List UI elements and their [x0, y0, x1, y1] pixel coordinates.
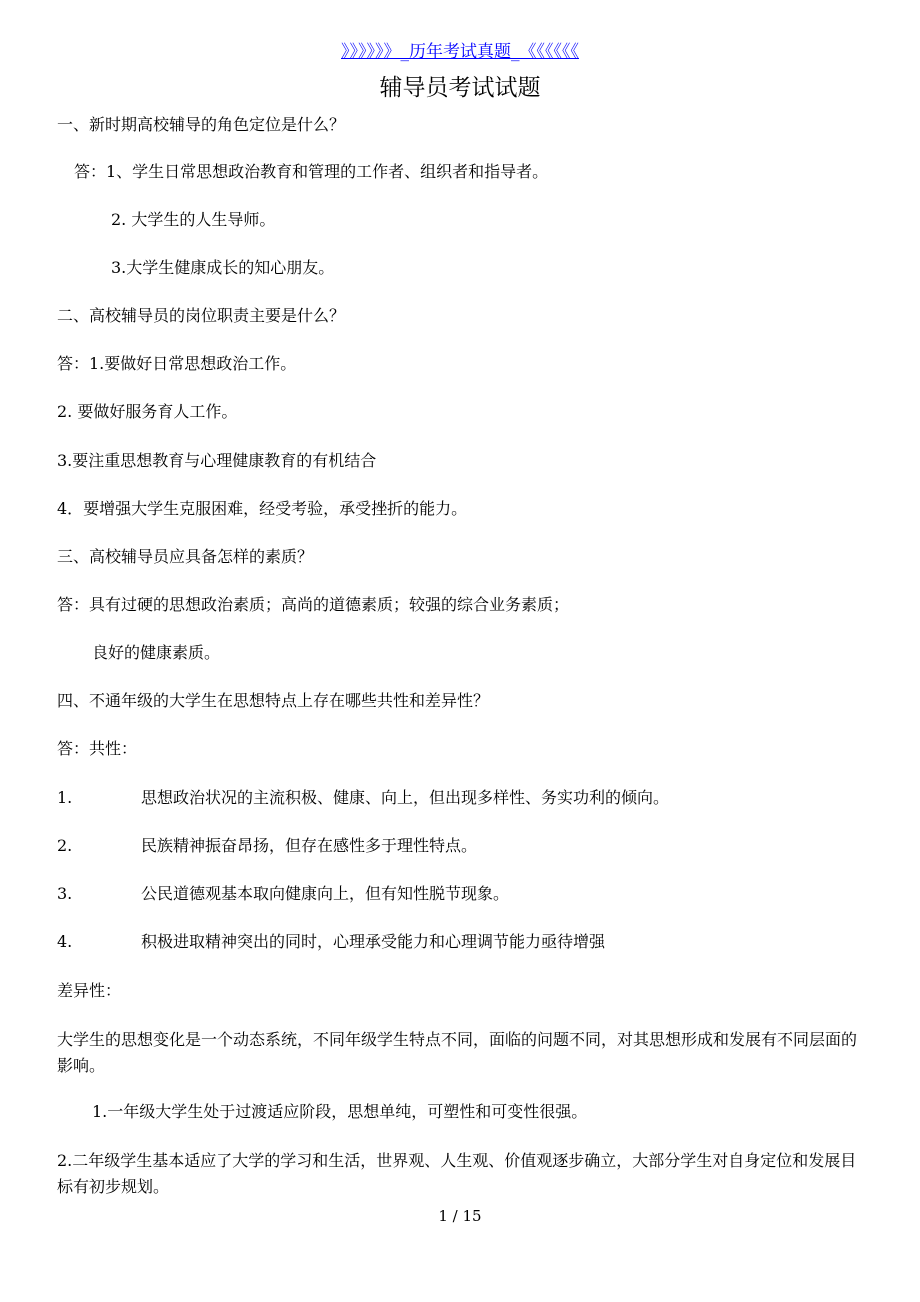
common-item-text: 公民道德观基本取向健康向上，但有知性脱节现象。 — [141, 884, 510, 903]
difference-item-1: 1.一年级大学生处于过渡适应阶段，思想单纯，可塑性和可变性很强。 — [92, 1102, 588, 1121]
common-item-text: 积极进取精神突出的同时，心理承受能力和心理调节能力亟待增强 — [141, 932, 606, 951]
page-indicator: 1 / 15 — [438, 1207, 482, 1225]
answer-1-1: 答：1、学生日常思想政治教育和管理的工作者、组织者和指导者。 — [74, 162, 549, 181]
common-item — [57, 882, 509, 906]
answer-3-2: 良好的健康素质。 — [92, 643, 221, 662]
document-title: 辅导员考试试题 — [379, 75, 541, 101]
question-1: 一、新时期高校辅导的角色定位是什么？ — [57, 115, 346, 134]
common-item-number: 4. — [57, 932, 73, 951]
question-2: 二、高校辅导员的岗位职责主要是什么？ — [57, 306, 346, 325]
common-item — [57, 834, 477, 858]
answer-1-2: 2. 大学生的人生导师。 — [111, 210, 276, 229]
difference-intro: 大学生的思想变化是一个动态系统，不同年级学生特点不同，面临的问题不同，对其思想形成和发展有不同层面的影响。 — [57, 1030, 858, 1075]
common-label: 答：共性： — [57, 739, 138, 758]
answer-2-4: 4．要增强大学生克服困难，经受考验，承受挫折的能力。 — [57, 499, 468, 518]
answer-2-1: 答：1.要做好日常思想政治工作。 — [57, 354, 297, 373]
common-item — [57, 930, 605, 954]
answer-3-1: 答：具有过硬的思想政治素质；高尚的道德素质；较强的综合业务素质； — [57, 595, 570, 614]
common-item-number: 3. — [57, 884, 73, 903]
common-item — [57, 786, 669, 810]
answer-2-2: 2. 要做好服务育人工作。 — [57, 402, 238, 421]
common-item-text: 思想政治状况的主流积极、健康、向上，但出现多样性、务实功利的倾向。 — [141, 788, 670, 807]
difference-label: 差异性： — [57, 981, 122, 1000]
answer-2-3: 3.要注重思想教育与心理健康教育的有机结合 — [57, 451, 377, 470]
common-item-number: 2. — [57, 836, 73, 855]
common-item-text: 民族精神振奋昂扬，但存在感性多于理性特点。 — [141, 836, 478, 855]
common-item-number: 1. — [57, 788, 73, 807]
question-3: 三、高校辅导员应具备怎样的素质？ — [57, 547, 314, 566]
header-link[interactable]: 》》》》》》_历年考试真题_《《《《《《 — [341, 42, 579, 62]
difference-item-2: 2.二年级学生基本适应了大学的学习和生活，世界观、人生观、价值观逐步确立，大部分学生对自身定位和发展目标有初步规划。 — [57, 1151, 857, 1196]
answer-1-3: 3.大学生健康成长的知心朋友。 — [111, 258, 335, 277]
question-4: 四、不通年级的大学生在思想特点上存在哪些共性和差异性？ — [57, 691, 490, 710]
